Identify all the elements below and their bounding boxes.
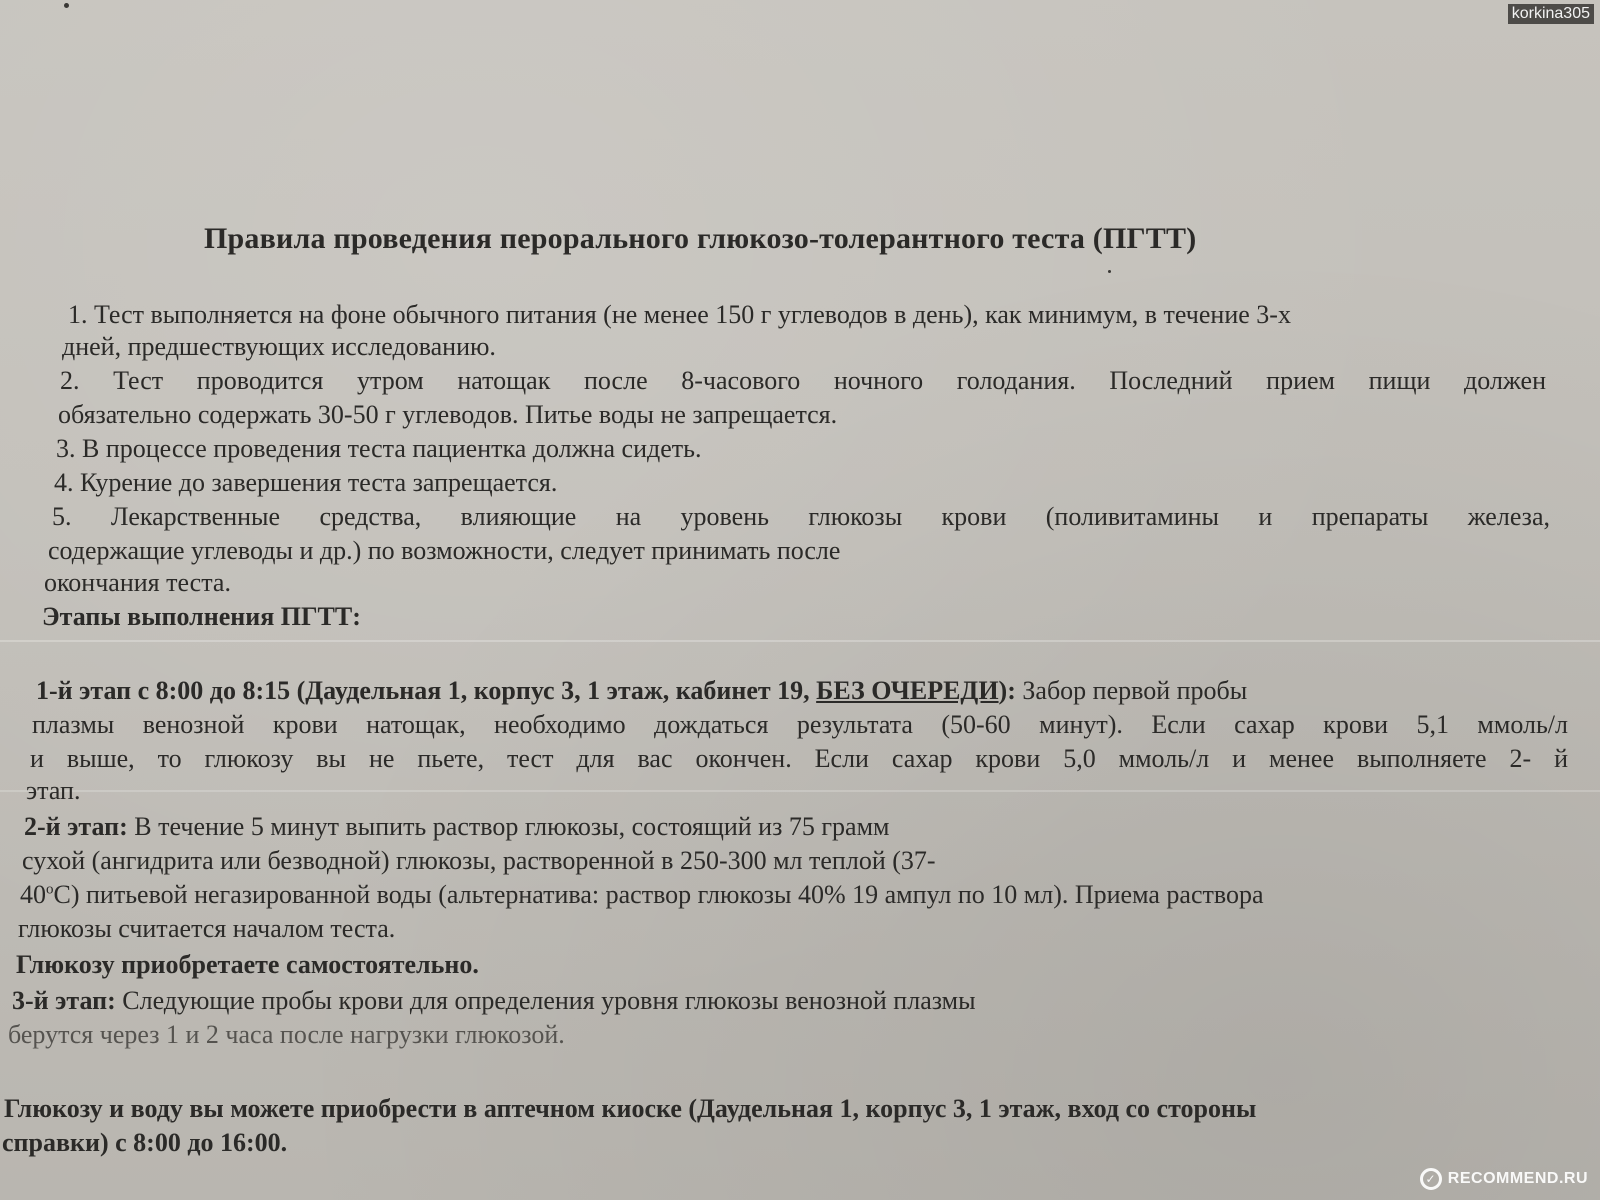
stage-2-line-1 bbox=[24, 812, 889, 842]
rule-1-line-1 bbox=[68, 300, 1538, 330]
stage-3-line-1 bbox=[12, 986, 976, 1016]
paper-speck bbox=[1108, 270, 1111, 273]
temperature-value: 40 bbox=[20, 880, 46, 909]
site-logo-watermark bbox=[1420, 1168, 1588, 1190]
stage-1-line-1 bbox=[36, 676, 1247, 706]
purchase-note: Глюкозу приобретаете самостоятельно. bbox=[16, 950, 479, 979]
rule-5-line-1: 5. Лекарственные средства, влияющие на уровень глюкозы крови (поливитамины и препараты железа, bbox=[52, 502, 1550, 531]
stage-2-text: В течение 5 минут выпить раствор глюкозы, состоящий из 75 грамм bbox=[127, 812, 890, 841]
stage-1-line-3: и выше, то глюкозу вы не пьете, тест для вас окончен. Если сахар крови 5,0 ммоль/л и менее выполняете 2- й bbox=[30, 744, 1568, 773]
stage-1-heading-close: ): bbox=[998, 676, 1016, 705]
rule-3: 3. В процессе проведения теста пациентка должна сидеть. bbox=[56, 434, 702, 463]
paper-fold-line bbox=[0, 790, 1600, 792]
stage-2-line-3 bbox=[20, 880, 1264, 910]
user-watermark: korkina305 bbox=[1508, 4, 1594, 24]
stages-heading: Этапы выполнения ПГТТ: bbox=[42, 602, 361, 631]
rule-4: 4. Курение до завершения теста запрещается. bbox=[54, 468, 558, 497]
rule-2-line-2: обязательно содержать 30-50 г углеводов. Питье воды не запрещается. bbox=[58, 400, 838, 429]
no-queue-note: БЕЗ ОЧЕРЕДИ bbox=[816, 676, 999, 705]
stage-3-label: 3-й этап: bbox=[12, 986, 116, 1015]
stage-2-line-3-text: С) питьевой негазированной воды (альтернатива: раствор глюкозы 40% 19 ампул по 10 мл). Приема раствора bbox=[53, 880, 1264, 909]
paper-speck bbox=[64, 3, 69, 8]
stage-1-text: Забор первой пробы bbox=[1015, 676, 1248, 705]
rule-2-line-1: 2. Тест проводится утром натощак после 8-часового ночного голодания. Последний прием пищи должен bbox=[60, 366, 1546, 395]
paper-fold-line bbox=[0, 640, 1600, 642]
degree-sign: o bbox=[46, 881, 54, 898]
stage-1-heading: 1-й этап с 8:00 до 8:15 (Даудельная 1, корпус 3, 1 этаж, кабинет 19, bbox=[36, 676, 817, 705]
stage-2-line-4: глюкозы считается началом теста. bbox=[18, 914, 396, 943]
rule-1-line-1-text: 1. Тест выполняется на фоне обычного питания (не менее 150 г углеводов в день), как минимум, в течение 3-х bbox=[68, 300, 1291, 329]
document-title: Правила проведения перорального глюкозо-толерантного теста (ПГТТ) bbox=[204, 222, 1197, 255]
stage-3-text: Следующие пробы крови для определения уровня глюкозы венозной плазмы bbox=[115, 986, 976, 1015]
rule-5-line-2: содержащие углеводы и др.) по возможности, следует принимать после bbox=[48, 536, 841, 565]
pharmacy-line-2: справки) с 8:00 до 16:00. bbox=[2, 1128, 288, 1157]
pharmacy-line-1: Глюкозу и воду вы можете приобрести в аптечном киоске (Даудельная 1, корпус 3, 1 этаж, вход со стороны bbox=[4, 1094, 1257, 1123]
stage-3-line-2: берутся через 1 и 2 часа после нагрузки глюкозой. bbox=[8, 1020, 565, 1049]
rule-5-line-3: окончания теста. bbox=[44, 568, 231, 597]
site-logo-text: RECOMMEND.RU bbox=[1447, 1170, 1588, 1187]
rule-1-line-2: дней, предшествующих исследованию. bbox=[62, 332, 496, 361]
stage-1-line-4: этап. bbox=[26, 776, 81, 805]
stage-1-line-2: плазмы венозной крови натощак, необходимо дождаться результата (50-60 минут). Если сахар крови 5,1 ммоль/л bbox=[32, 710, 1568, 739]
stage-2-label: 2-й этап: bbox=[24, 812, 128, 841]
stage-2-line-2: сухой (ангидрита или безводной) глюкозы, растворенной в 250-300 мл теплой (37- bbox=[22, 846, 936, 875]
recommend-logo-icon: ✓ bbox=[1420, 1168, 1442, 1190]
